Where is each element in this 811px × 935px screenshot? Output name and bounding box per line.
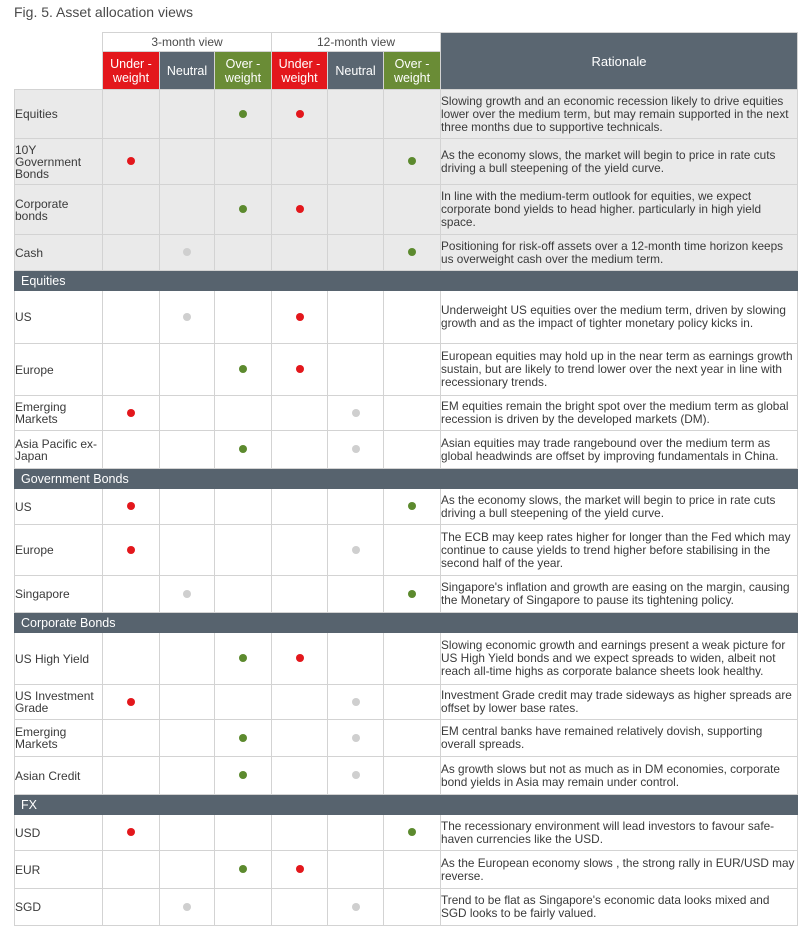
header-3-month-view: 3-month view <box>103 33 272 52</box>
rationale-text: Slowing economic growth and earnings present a weak picture for US High Yield bonds and we expect spreads to widen, albeit not reach all-time highs as corporate balance sheets look healthy. <box>441 633 798 685</box>
view-dot-over <box>239 654 247 662</box>
cell-3m-overweight <box>215 396 272 431</box>
cell-12m-neutral <box>328 889 384 926</box>
cell-3m-neutral <box>160 431 215 469</box>
cell-3m-neutral <box>160 815 215 851</box>
view-dot-neutral <box>183 248 191 256</box>
cell-3m-neutral <box>160 525 215 576</box>
cell-12m-neutral <box>328 489 384 525</box>
view-dot-neutral <box>183 313 191 321</box>
cell-3m-underweight <box>103 576 160 613</box>
view-dot-under <box>127 409 135 417</box>
row-label: Asian Credit <box>15 757 103 795</box>
view-dot-under <box>127 546 135 554</box>
cell-12m-neutral <box>328 685 384 720</box>
table-row <box>15 851 798 889</box>
cell-3m-underweight <box>103 431 160 469</box>
cell-12m-neutral <box>328 344 384 396</box>
cell-3m-overweight <box>215 291 272 344</box>
cell-12m-overweight <box>384 431 441 469</box>
cell-3m-underweight <box>103 291 160 344</box>
cell-12m-neutral <box>328 431 384 469</box>
cell-12m-underweight <box>272 185 328 235</box>
cell-3m-underweight <box>103 139 160 185</box>
view-dot-over <box>408 157 416 165</box>
cell-3m-neutral <box>160 851 215 889</box>
view-dot-neutral <box>352 698 360 706</box>
table-row <box>15 685 798 720</box>
cell-3m-overweight <box>215 720 272 757</box>
cell-3m-underweight <box>103 757 160 795</box>
cell-12m-neutral <box>328 576 384 613</box>
cell-12m-underweight <box>272 90 328 139</box>
cell-12m-underweight <box>272 235 328 271</box>
rationale-text: The recessionary environment will lead investors to favour safe-haven currencies like the USD. <box>441 815 798 851</box>
cell-3m-overweight <box>215 90 272 139</box>
row-label: Emerging Markets <box>15 396 103 431</box>
rationale-text: As the European economy slows , the strong rally in EUR/USD may reverse. <box>441 851 798 889</box>
view-dot-under <box>296 365 304 373</box>
cell-3m-overweight <box>215 431 272 469</box>
cell-3m-underweight <box>103 396 160 431</box>
header-3m-neutral: Neutral <box>160 52 215 90</box>
view-dot-neutral <box>183 590 191 598</box>
rationale-text: Slowing growth and an economic recession likely to drive equities lower over the medium term, but may remain supported in the next three months due to supportive technicals. <box>441 90 798 139</box>
view-dot-over <box>408 248 416 256</box>
rationale-text: Singapore's inflation and growth are easing on the margin, causing the Monetary of Singapore to pause its tightening policy. <box>441 576 798 613</box>
view-dot-over <box>408 828 416 836</box>
cell-12m-overweight <box>384 489 441 525</box>
cell-12m-overweight <box>384 720 441 757</box>
row-label: Emerging Markets <box>15 720 103 757</box>
row-label: US <box>15 489 103 525</box>
cell-3m-overweight <box>215 235 272 271</box>
view-dot-neutral <box>352 409 360 417</box>
rationale-text: EM central banks have remained relatively dovish, supporting overall spreads. <box>441 720 798 757</box>
section-header-government-bonds <box>15 469 798 489</box>
cell-3m-overweight <box>215 889 272 926</box>
cell-12m-underweight <box>272 139 328 185</box>
view-dot-under <box>127 698 135 706</box>
cell-3m-overweight <box>215 633 272 685</box>
view-dot-neutral <box>183 903 191 911</box>
table-row <box>15 90 798 139</box>
header-12m-underweight: Under - weight <box>272 52 328 90</box>
cell-12m-neutral <box>328 757 384 795</box>
view-dot-neutral <box>352 445 360 453</box>
header-12m-overweight: Over - weight <box>384 52 441 90</box>
view-dot-over <box>408 502 416 510</box>
cell-12m-underweight <box>272 431 328 469</box>
cell-3m-overweight <box>215 344 272 396</box>
section-header-corporate-bonds <box>15 613 798 633</box>
cell-12m-underweight <box>272 633 328 685</box>
cell-3m-neutral <box>160 576 215 613</box>
table-row <box>15 185 798 235</box>
cell-12m-neutral <box>328 525 384 576</box>
cell-12m-underweight <box>272 489 328 525</box>
cell-12m-overweight <box>384 685 441 720</box>
row-label: SGD <box>15 889 103 926</box>
cell-12m-underweight <box>272 685 328 720</box>
cell-12m-overweight <box>384 633 441 685</box>
cell-12m-underweight <box>272 396 328 431</box>
header-3m-underweight: Under - weight <box>103 52 160 90</box>
rationale-text: As the economy slows, the market will begin to price in rate cuts driving a bull steepening of the yield curve. <box>441 139 798 185</box>
cell-3m-underweight <box>103 633 160 685</box>
cell-12m-neutral <box>328 815 384 851</box>
figure-title: Fig. 5. Asset allocation views <box>14 4 193 20</box>
cell-3m-underweight <box>103 90 160 139</box>
view-dot-neutral <box>352 771 360 779</box>
rationale-text: EM equities remain the bright spot over the medium term as global recession is driven by the developed markets (DM). <box>441 396 798 431</box>
cell-3m-overweight <box>215 815 272 851</box>
cell-3m-underweight <box>103 851 160 889</box>
view-dot-over <box>239 445 247 453</box>
cell-3m-neutral <box>160 344 215 396</box>
rationale-text: As growth slows but not as much as in DM economies, corporate bond yields in Asia may remain under control. <box>441 757 798 795</box>
row-label: EUR <box>15 851 103 889</box>
view-dot-under <box>296 313 304 321</box>
view-dot-over <box>239 205 247 213</box>
row-label: Europe <box>15 525 103 576</box>
cell-3m-underweight <box>103 489 160 525</box>
cell-3m-neutral <box>160 396 215 431</box>
row-label: Singapore <box>15 576 103 613</box>
row-label: US Investment Grade <box>15 685 103 720</box>
view-dot-over <box>239 865 247 873</box>
cell-12m-overweight <box>384 185 441 235</box>
table-row <box>15 633 798 685</box>
cell-12m-neutral <box>328 396 384 431</box>
rationale-text: Underweight US equities over the medium term, driven by slowing growth and as the impact of tighter monetary policy kicks in. <box>441 291 798 344</box>
cell-12m-overweight <box>384 139 441 185</box>
view-dot-over <box>239 734 247 742</box>
cell-3m-overweight <box>215 851 272 889</box>
cell-3m-overweight <box>215 139 272 185</box>
cell-12m-underweight <box>272 815 328 851</box>
cell-3m-underweight <box>103 815 160 851</box>
row-label: Asia Pacific ex-Japan <box>15 431 103 469</box>
cell-3m-neutral <box>160 185 215 235</box>
view-dot-under <box>296 654 304 662</box>
view-dot-neutral <box>352 734 360 742</box>
cell-3m-overweight <box>215 685 272 720</box>
rationale-text: As the economy slows, the market will begin to price in rate cuts driving a bull steepening of the yield curve. <box>441 489 798 525</box>
rationale-text: European equities may hold up in the near term as earnings growth sustain, but are likely to trend lower over the next year in line with recessionary trends. <box>441 344 798 396</box>
view-dot-over <box>239 110 247 118</box>
table-row <box>15 489 798 525</box>
cell-3m-underweight <box>103 889 160 926</box>
cell-12m-overweight <box>384 889 441 926</box>
cell-12m-neutral <box>328 851 384 889</box>
view-dot-under <box>127 828 135 836</box>
table-row <box>15 757 798 795</box>
header-12-month-view: 12-month view <box>272 33 441 52</box>
cell-3m-neutral <box>160 633 215 685</box>
table-row <box>15 235 798 271</box>
cell-12m-overweight <box>384 344 441 396</box>
view-dot-under <box>296 110 304 118</box>
view-dot-neutral <box>352 903 360 911</box>
cell-12m-neutral <box>328 720 384 757</box>
cell-3m-underweight <box>103 185 160 235</box>
row-label: Equities <box>15 90 103 139</box>
table-row <box>15 139 798 185</box>
section-title: Equities <box>15 271 798 291</box>
cell-12m-underweight <box>272 291 328 344</box>
table-row <box>15 344 798 396</box>
section-title: Government Bonds <box>15 469 798 489</box>
cell-12m-neutral <box>328 291 384 344</box>
header-12m-neutral: Neutral <box>328 52 384 90</box>
rationale-text: Positioning for risk-off assets over a 12-month time horizon keeps us overweight cash over the medium term. <box>441 235 798 271</box>
view-dot-under <box>127 502 135 510</box>
table-row <box>15 576 798 613</box>
row-label: Corporate bonds <box>15 185 103 235</box>
cell-3m-overweight <box>215 757 272 795</box>
view-dot-under <box>127 157 135 165</box>
cell-3m-underweight <box>103 235 160 271</box>
cell-12m-underweight <box>272 757 328 795</box>
cell-3m-underweight <box>103 720 160 757</box>
view-dot-neutral <box>352 546 360 554</box>
row-label: Europe <box>15 344 103 396</box>
rationale-text: Trend to be flat as Singapore's economic data looks mixed and SGD looks to be fairly valued. <box>441 889 798 926</box>
view-dot-over <box>408 590 416 598</box>
section-title: FX <box>15 795 798 815</box>
cell-3m-neutral <box>160 489 215 525</box>
cell-12m-overweight <box>384 525 441 576</box>
rationale-text: Asian equities may trade rangebound over the medium term as global headwinds are offset by improving fundamentals in China. <box>441 431 798 469</box>
rationale-text: Investment Grade credit may trade sideways as higher spreads are offset by lower base rates. <box>441 685 798 720</box>
row-label: Cash <box>15 235 103 271</box>
cell-3m-underweight <box>103 525 160 576</box>
cell-3m-overweight <box>215 576 272 613</box>
section-title: Corporate Bonds <box>15 613 798 633</box>
cell-3m-overweight <box>215 489 272 525</box>
table-row <box>15 525 798 576</box>
cell-12m-overweight <box>384 291 441 344</box>
cell-3m-neutral <box>160 139 215 185</box>
view-dot-over <box>239 365 247 373</box>
cell-12m-underweight <box>272 344 328 396</box>
cell-3m-neutral <box>160 757 215 795</box>
section-header-fx <box>15 795 798 815</box>
view-dot-under <box>296 865 304 873</box>
cell-3m-neutral <box>160 889 215 926</box>
rationale-text: In line with the medium-term outlook for equities, we expect corporate bond yields to head higher. particularly in high yield space. <box>441 185 798 235</box>
cell-12m-neutral <box>328 633 384 685</box>
asset-allocation-table <box>14 32 798 926</box>
cell-3m-underweight <box>103 685 160 720</box>
table-row <box>15 889 798 926</box>
cell-12m-underweight <box>272 851 328 889</box>
header-corner <box>15 33 103 90</box>
cell-12m-overweight <box>384 757 441 795</box>
cell-3m-neutral <box>160 235 215 271</box>
table-row <box>15 815 798 851</box>
header-rationale: Rationale <box>441 33 798 90</box>
cell-3m-overweight <box>215 525 272 576</box>
cell-3m-underweight <box>103 344 160 396</box>
row-label: USD <box>15 815 103 851</box>
table-row <box>15 396 798 431</box>
rationale-text: The ECB may keep rates higher for longer than the Fed which may continue to cause yields to trend higher before stabilising in the second half of the year. <box>441 525 798 576</box>
row-label: 10Y Government Bonds <box>15 139 103 185</box>
row-label: US High Yield <box>15 633 103 685</box>
section-header-equities <box>15 271 798 291</box>
cell-12m-neutral <box>328 90 384 139</box>
cell-3m-neutral <box>160 685 215 720</box>
view-dot-under <box>296 205 304 213</box>
cell-12m-overweight <box>384 235 441 271</box>
cell-12m-overweight <box>384 851 441 889</box>
cell-3m-neutral <box>160 291 215 344</box>
cell-12m-underweight <box>272 889 328 926</box>
cell-12m-underweight <box>272 720 328 757</box>
cell-12m-neutral <box>328 235 384 271</box>
cell-12m-overweight <box>384 396 441 431</box>
cell-3m-neutral <box>160 90 215 139</box>
cell-3m-overweight <box>215 185 272 235</box>
row-label: US <box>15 291 103 344</box>
cell-3m-neutral <box>160 720 215 757</box>
cell-12m-overweight <box>384 576 441 613</box>
header-3m-overweight: Over - weight <box>215 52 272 90</box>
cell-12m-neutral <box>328 139 384 185</box>
table-row <box>15 720 798 757</box>
cell-12m-overweight <box>384 815 441 851</box>
cell-12m-underweight <box>272 525 328 576</box>
table-row <box>15 291 798 344</box>
view-dot-over <box>239 771 247 779</box>
cell-12m-underweight <box>272 576 328 613</box>
cell-12m-neutral <box>328 185 384 235</box>
cell-12m-overweight <box>384 90 441 139</box>
table-row <box>15 431 798 469</box>
